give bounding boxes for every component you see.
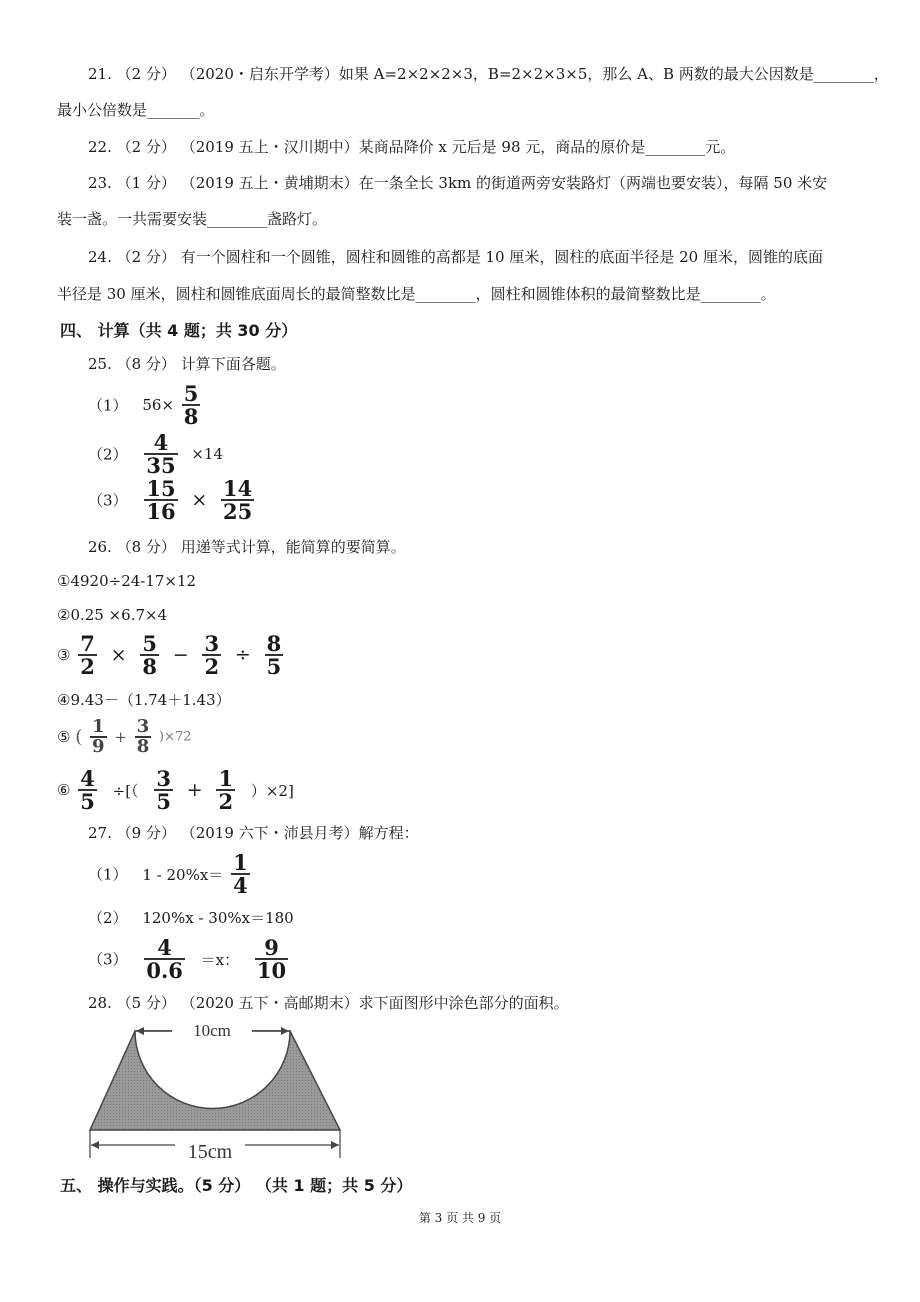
q27-part2 [88, 908, 294, 928]
q26-e3-frac-b [140, 633, 159, 677]
numerator: 3 [156, 766, 171, 791]
q26-expr1: ①4920÷24-17×12 [57, 572, 197, 590]
q27-p3-label: （3） [88, 950, 128, 969]
q26-stem: 26. （8 分） 用递等式计算，能简算的要简算。 [88, 538, 406, 556]
q26-e6-end: ）×2] [250, 781, 294, 800]
q24-line2: 半径是 30 厘米，圆柱和圆锥底面周长的最简整数比是________，圆柱和圆锥体积的最简整数比是________。 [57, 285, 776, 303]
q26-expr4: ④9.43－（1.74＋1.43） [57, 691, 231, 709]
denominator: 10 [256, 958, 287, 983]
q25-p2-post: ×14 [191, 445, 223, 463]
denominator: 8 [183, 404, 199, 429]
numerator: 4 [157, 935, 172, 960]
q26-e3-frac-a [78, 633, 97, 677]
q26-e3-frac-c [202, 633, 221, 677]
numerator: 4 [153, 430, 169, 455]
q26-e6-op: + [186, 779, 203, 801]
q27-p3-mid: ＝x： [200, 950, 240, 969]
q27-p2-text: 120%x - 30%x＝180 [142, 909, 294, 927]
q26-e6-mark: ⑥ [57, 781, 71, 799]
q24-line1: 24. （2 分） 有一个圆柱和一个圆锥，圆柱和圆锥的高都是 10 厘米，圆柱的底面半径是 20 厘米，圆锥的底面 [88, 248, 823, 266]
denominator: 8 [142, 654, 157, 679]
q27-p1-label: （1） [88, 865, 128, 884]
q25-p3-label: （3） [88, 491, 128, 510]
section5-title: 五、 操作与实践。（5 分） （共 1 题；共 5 分） [60, 1176, 413, 1195]
numerator: 1 [233, 850, 248, 875]
q25-p3-fraction2 [221, 478, 254, 522]
numerator: 5 [142, 631, 157, 656]
q25-part1 [88, 383, 203, 427]
q26-expr5 [57, 718, 192, 756]
numerator: 1 [92, 716, 105, 737]
denominator: 5 [156, 789, 171, 814]
q21-line1: 21. （2 分） （2020・启东开学考）如果 A=2×2×2×3，B=2×2×3×5，那么 A、B 两数的最大公因数是________， [88, 65, 889, 83]
q26-e3-op1: × [110, 644, 127, 666]
page-number: 第 3 页 共 9 页 [418, 1211, 502, 1225]
q27-p2-label: （2） [88, 909, 128, 927]
q26-e5-op: + [114, 728, 127, 746]
numerator: 4 [80, 766, 95, 791]
denominator: 2 [204, 654, 220, 679]
q26-e6-frac-b [154, 768, 173, 812]
bottom-arrowhead-right [331, 1141, 339, 1149]
q27-part1 [88, 852, 253, 896]
q26-e5-frac-b [135, 718, 152, 756]
q22-line1: 22. （2 分） （2019 五上・汉川期中）某商品降价 x 元后是 98 元，商品的原价是________元。 [88, 138, 736, 156]
q23-line1: 23. （1 分） （2019 五上・黄埔期末）在一条全长 3km 的街道两旁安装路灯（两端也要安装），每隔 50 米安 [88, 174, 828, 192]
denominator: 25 [223, 499, 253, 524]
q27-p3-fraction2 [255, 937, 288, 981]
q28-stem: 28. （5 分） （2020 五下・高邮期末）求下面图形中涂色部分的面积。 [88, 994, 569, 1012]
bottom-label: 15cm [187, 1141, 233, 1160]
q27-p3-fraction1 [144, 937, 185, 981]
q26-e3-op2: − [172, 644, 189, 666]
denominator: 5 [80, 789, 95, 814]
q25-p3-op: × [191, 489, 208, 511]
q25-p1-fraction [182, 383, 201, 427]
q25-p1-pre: 56× [142, 396, 174, 414]
q26-e6-frac-c [216, 768, 235, 812]
numerator: 3 [136, 716, 150, 737]
denominator: 4 [233, 873, 248, 898]
q25-part2 [88, 432, 223, 476]
q27-p1-pre: 1 - 20%x＝ [142, 865, 224, 884]
q25-p2-fraction [144, 432, 177, 476]
q27-stem: 27. （9 分） （2019 六下・沛县月考）解方程： [88, 824, 419, 842]
q26-e5-frac-a [90, 718, 107, 756]
numerator: 5 [183, 381, 199, 406]
denominator: 16 [146, 499, 176, 524]
section4-title: 四、 计算（共 4 题；共 30 分） [60, 321, 298, 340]
q26-e5-close: )×72 [159, 729, 192, 745]
q27-p1-fraction [231, 852, 250, 896]
q25-p3-fraction1 [144, 478, 177, 522]
denominator: 5 [266, 654, 282, 679]
denominator: 8 [136, 736, 150, 757]
q25-part3 [88, 478, 257, 522]
numerator: 9 [264, 935, 279, 960]
denominator: 2 [80, 654, 95, 679]
denominator: 9 [92, 736, 105, 757]
q26-expr6 [57, 768, 294, 812]
numerator: 1 [218, 766, 234, 791]
numerator: 15 [146, 476, 176, 501]
q26-e3-mark: ③ [57, 646, 71, 664]
top-label: 10cm [193, 1021, 231, 1040]
q26-e6-frac-a [78, 768, 97, 812]
q26-expr3 [57, 633, 286, 677]
numerator: 8 [266, 631, 282, 656]
q25-p1-label: （1） [88, 396, 128, 415]
denominator: 0.6 [146, 958, 183, 983]
trapezoid-figure [80, 1020, 350, 1160]
q25-stem: 25. （8 分） 计算下面各题。 [88, 355, 286, 373]
q26-e5-open: ( [75, 726, 83, 748]
denominator: 35 [146, 453, 176, 478]
q26-e6-mid: ÷[（ [112, 781, 139, 800]
numerator: 7 [80, 631, 95, 656]
q26-e3-op3: ÷ [234, 644, 251, 666]
denominator: 2 [218, 789, 234, 814]
q25-p2-label: （2） [88, 445, 128, 464]
numerator: 3 [204, 631, 220, 656]
q23-line2: 装一盏。一共需要安装________盏路灯。 [57, 210, 328, 228]
q27-part3 [88, 937, 291, 981]
numerator: 14 [223, 476, 253, 501]
q26-e5-mark: ⑤ [57, 728, 71, 746]
q26-expr2: ②0.25 ×6.7×4 [57, 606, 168, 624]
q26-e3-frac-d [265, 633, 284, 677]
q21-line2: 最小公倍数是_______。 [57, 101, 215, 119]
bottom-arrowhead-left [91, 1141, 99, 1149]
